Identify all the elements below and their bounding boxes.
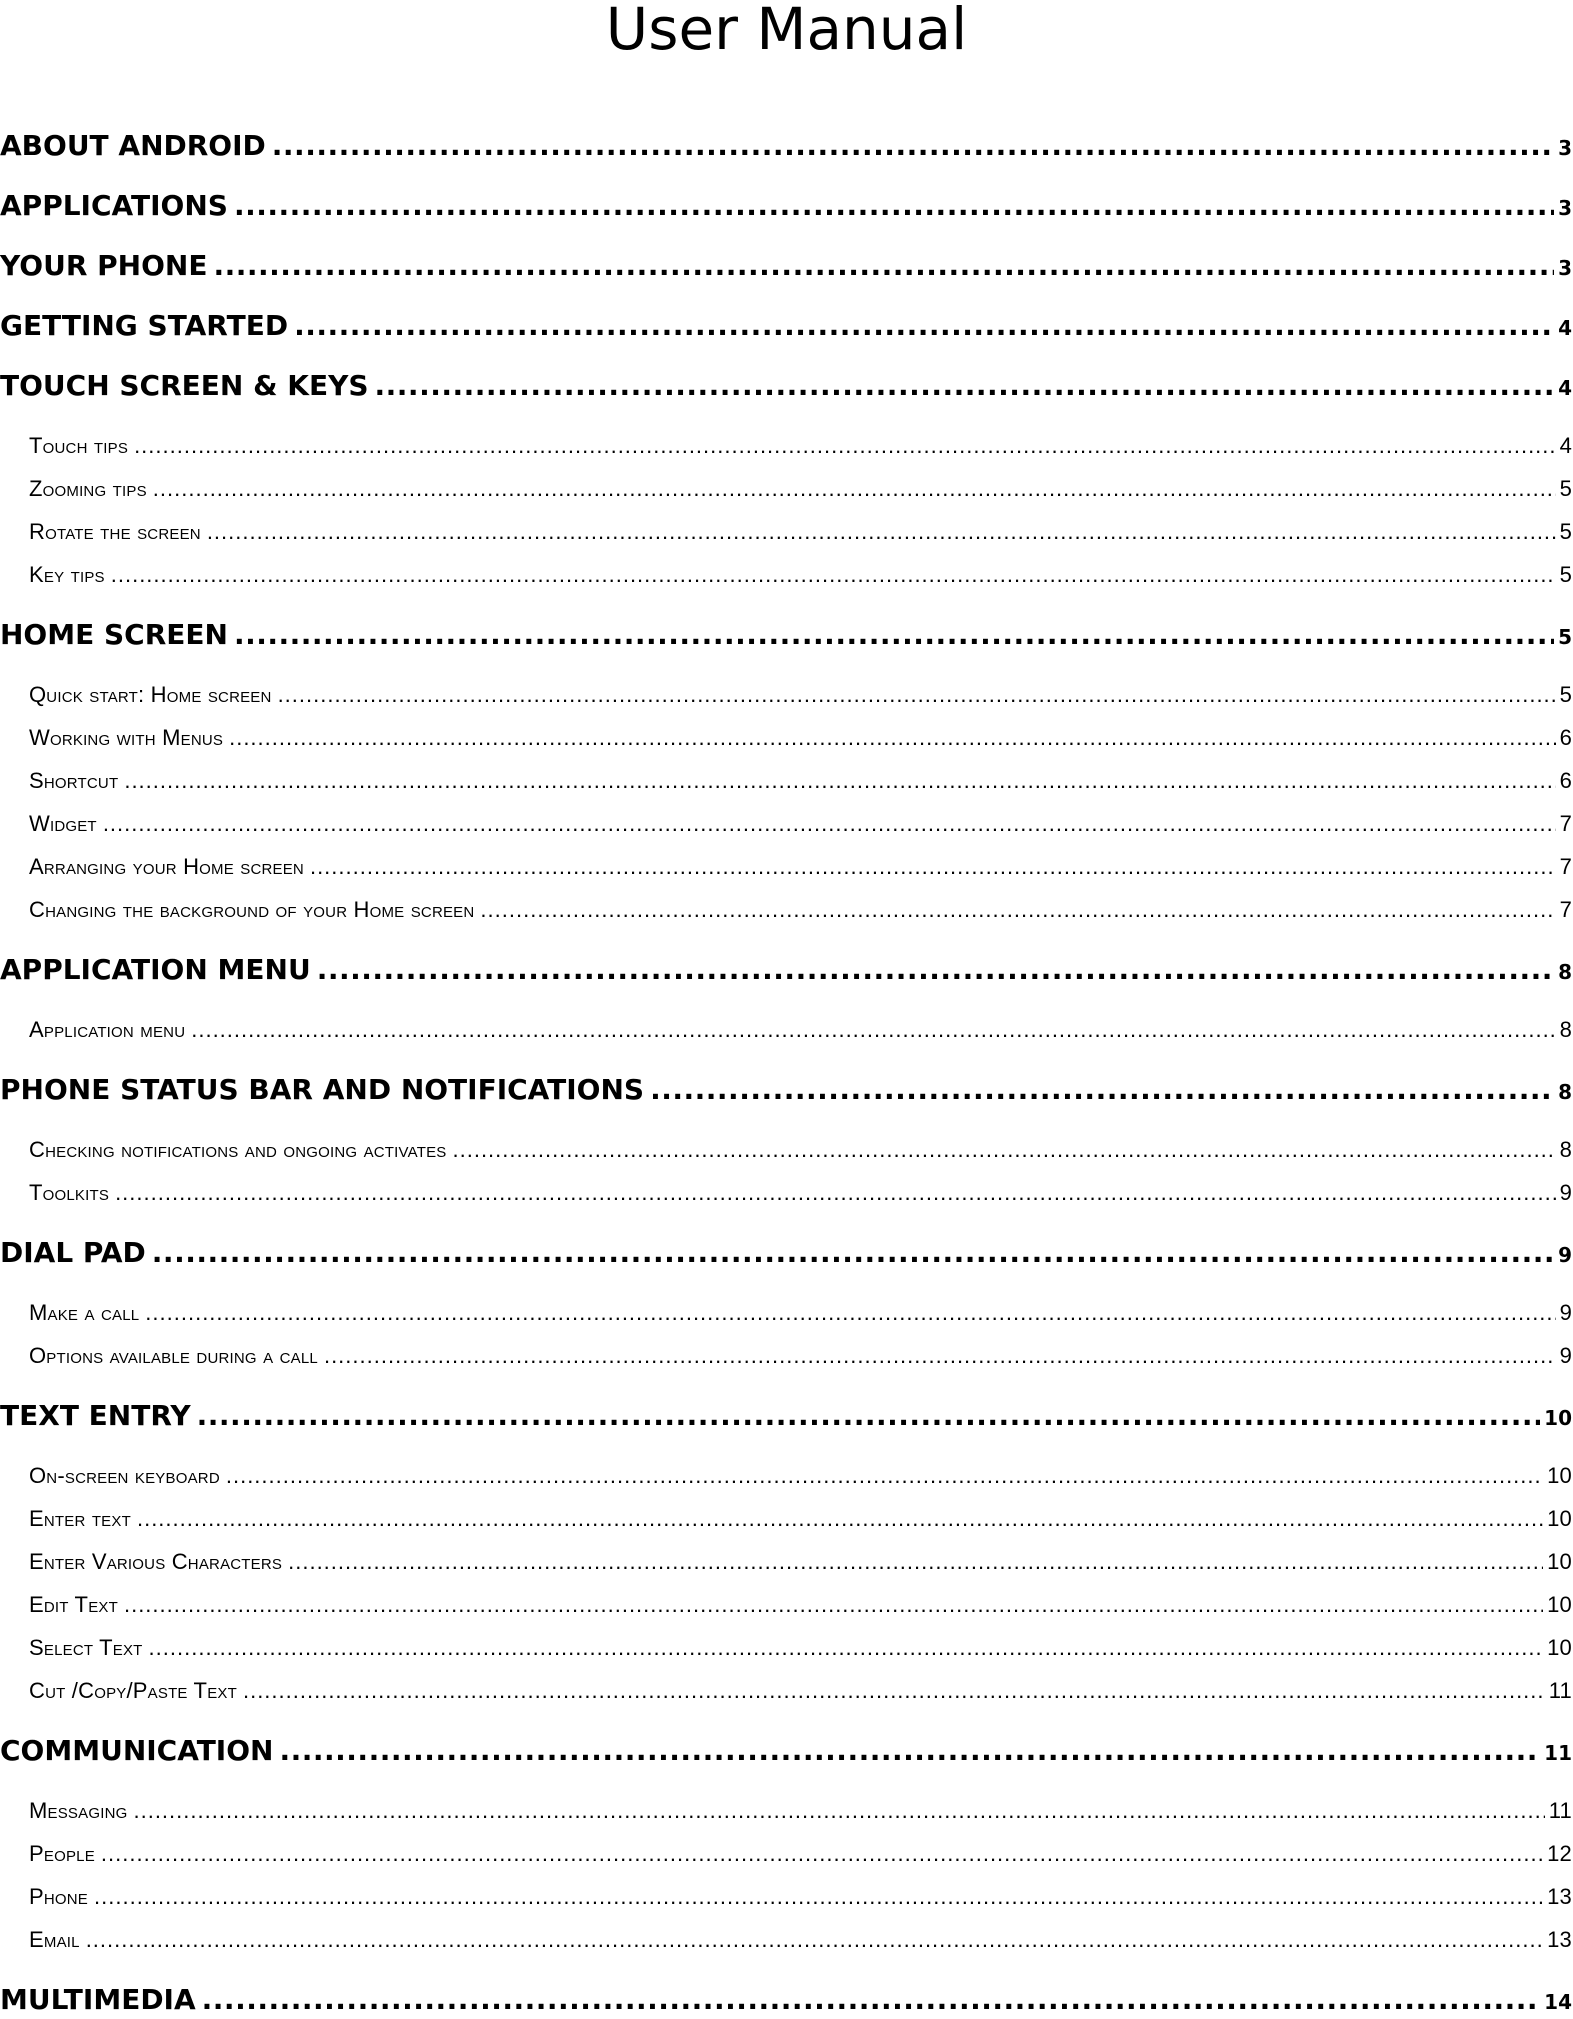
toc-dot-leader (480, 896, 1555, 924)
toc-entry-label: People (29, 1841, 95, 1866)
toc-entry-label: Enter text (29, 1506, 131, 1531)
toc-dot-leader (226, 1462, 1543, 1490)
toc-page-number: 6 (1559, 725, 1572, 750)
toc-entry-label: Phone (29, 1884, 89, 1909)
toc-dot-leader (202, 1983, 1541, 2017)
toc-entry[interactable] (29, 767, 1572, 795)
toc-page-number: 10 (1544, 1406, 1572, 1430)
toc-dot-leader (134, 432, 1556, 460)
toc-dot-leader (278, 681, 1556, 709)
toc-dot-leader (94, 1883, 1543, 1911)
toc-entry[interactable] (29, 1462, 1572, 1490)
toc-entry-label: Select Text (29, 1635, 143, 1660)
toc-page-number: 5 (1559, 476, 1572, 501)
toc-entry[interactable] (29, 724, 1572, 752)
toc-entry-label: Options available during a call (29, 1343, 318, 1368)
toc-entry[interactable] (29, 1299, 1572, 1327)
toc-entry[interactable] (0, 1734, 1572, 1770)
toc-page-number: 11 (1548, 1798, 1572, 1823)
toc-entry-label: Email (29, 1927, 80, 1952)
toc-dot-leader (124, 767, 1555, 795)
toc-page-number: 5 (1559, 562, 1572, 587)
toc-dot-leader (317, 953, 1554, 987)
toc-entry-label: Touch tips (29, 433, 129, 458)
toc-entry[interactable] (0, 369, 1572, 405)
toc-entry-label: PHONE STATUS BAR AND NOTIFICATIONS (0, 1073, 645, 1106)
toc-page-number: 11 (1544, 1741, 1572, 1765)
toc-entry[interactable] (0, 1399, 1572, 1435)
toc-page-number: 4 (1559, 433, 1572, 458)
toc-page-number: 9 (1558, 1243, 1572, 1267)
toc-page-number: 4 (1558, 376, 1572, 400)
toc-entry[interactable] (29, 1797, 1572, 1825)
toc-dot-leader (234, 189, 1554, 223)
toc-dot-leader (279, 1734, 1540, 1768)
toc-page-number: 4 (1558, 316, 1572, 340)
toc-page-number: 8 (1559, 1137, 1572, 1162)
toc-entry-label: ABOUT ANDROID (0, 129, 266, 162)
toc-entry-label: YOUR PHONE (0, 249, 208, 282)
toc-dot-leader (213, 249, 1554, 283)
toc-page-number: 5 (1559, 519, 1572, 544)
toc-entry[interactable] (0, 309, 1572, 345)
toc-page-number: 11 (1548, 1678, 1572, 1703)
toc-dot-leader (375, 369, 1555, 403)
page-title: User Manual (605, 0, 968, 63)
toc-dot-leader (153, 475, 1556, 503)
toc-entry-label: Cut /Copy/Paste Text (29, 1678, 237, 1703)
toc-page-number: 10 (1547, 1506, 1572, 1531)
toc-dot-leader (294, 309, 1554, 343)
toc-page-number: 13 (1547, 1884, 1572, 1909)
toc-dot-leader (207, 518, 1556, 546)
toc-entry[interactable] (29, 1179, 1572, 1207)
toc-dot-leader (191, 1016, 1555, 1044)
toc-dot-leader (453, 1136, 1556, 1164)
toc-page-number: 10 (1547, 1635, 1572, 1660)
toc-entry[interactable] (29, 810, 1572, 838)
toc-dot-leader (149, 1634, 1544, 1662)
toc-dot-leader (133, 1797, 1544, 1825)
toc-dot-leader (86, 1926, 1543, 1954)
toc-page-number: 10 (1547, 1592, 1572, 1617)
toc-entry[interactable] (29, 518, 1572, 546)
toc-entry-label: Quick start: Home screen (29, 682, 272, 707)
toc-entry-label: Toolkits (29, 1180, 110, 1205)
toc-entry-label: APPLICATION MENU (0, 953, 311, 986)
toc-entry-label: Widget (29, 811, 97, 836)
toc-entry-label: TOUCH SCREEN & KEYS (0, 369, 369, 402)
toc-entry[interactable] (0, 189, 1572, 225)
toc-dot-leader (111, 561, 1556, 589)
toc-entry[interactable] (29, 1342, 1572, 1370)
toc-page-number: 12 (1547, 1841, 1572, 1866)
toc-entry-label: Messaging (29, 1798, 128, 1823)
toc-entry-label: Edit Text (29, 1592, 118, 1617)
toc-dot-leader (152, 1236, 1554, 1270)
toc-entry-label: HOME SCREEN (0, 618, 228, 651)
toc-dot-leader (288, 1548, 1543, 1576)
toc-entry[interactable] (29, 853, 1572, 881)
toc-entry-label: Shortcut (29, 768, 119, 793)
toc-entry-label: On-screen keyboard (29, 1463, 220, 1488)
toc-page-number: 8 (1559, 1017, 1572, 1042)
toc-entry[interactable] (29, 1136, 1572, 1164)
toc-page-number: 3 (1558, 136, 1572, 160)
toc-page-number: 7 (1559, 897, 1572, 922)
toc-page-number: 8 (1558, 960, 1572, 984)
toc-entry[interactable] (29, 561, 1572, 589)
toc-page-number: 7 (1559, 854, 1572, 879)
toc-page-number: 13 (1547, 1927, 1572, 1952)
toc-entry-label: Application menu (29, 1017, 186, 1042)
toc-dot-leader (137, 1505, 1543, 1533)
toc-dot-leader (101, 1840, 1543, 1868)
toc-entry-label: Rotate the screen (29, 519, 201, 544)
toc-entry-label: MULTIMEDIA (0, 1983, 196, 2016)
toc-page-number: 10 (1547, 1463, 1572, 1488)
toc-entry[interactable] (0, 618, 1572, 654)
toc-dot-leader (197, 1399, 1541, 1433)
toc-entry[interactable] (0, 1236, 1572, 1272)
toc-page-number: 9 (1559, 1343, 1572, 1368)
toc-entry[interactable] (29, 1591, 1572, 1619)
toc-page-number: 14 (1544, 1990, 1572, 2014)
toc-entry[interactable] (29, 1840, 1572, 1868)
toc-page-number: 5 (1559, 682, 1572, 707)
toc-entry-label: Checking notifications and ongoing activates (29, 1137, 447, 1162)
toc-entry[interactable] (29, 1926, 1572, 1954)
toc-entry-label: DIAL PAD (0, 1236, 146, 1269)
toc-entry-label: Zooming tips (29, 476, 147, 501)
toc-dot-leader (243, 1677, 1545, 1705)
toc-dot-leader (229, 724, 1555, 752)
toc-page-number: 7 (1559, 811, 1572, 836)
toc-dot-leader (115, 1179, 1556, 1207)
toc-entry[interactable] (0, 249, 1572, 285)
toc-entry-label: Working with Menus (29, 725, 224, 750)
toc-page-number: 9 (1559, 1180, 1572, 1205)
toc-entry[interactable] (0, 953, 1572, 989)
toc-page-number: 3 (1558, 256, 1572, 280)
toc-dot-leader (310, 853, 1556, 881)
toc-entry-label: COMMUNICATION (0, 1734, 274, 1767)
toc-entry[interactable] (0, 1073, 1572, 1109)
toc-entry-label: Changing the background of your Home screen (29, 897, 475, 922)
toc-page-number: 9 (1559, 1300, 1572, 1325)
toc-page-number: 5 (1558, 625, 1572, 649)
toc-page-number: 6 (1559, 768, 1572, 793)
toc-page-number: 10 (1547, 1549, 1572, 1574)
toc-entry-label: TEXT ENTRY (0, 1399, 191, 1432)
toc-page-number: 8 (1558, 1080, 1572, 1104)
toc-entry-label: Key tips (29, 562, 105, 587)
toc-entry-label: Enter Various Characters (29, 1549, 283, 1574)
toc-dot-leader (272, 129, 1554, 163)
toc-entry-label: GETTING STARTED (0, 309, 289, 342)
toc-entry[interactable] (29, 1634, 1572, 1662)
toc-entry[interactable] (29, 432, 1572, 460)
toc-entry[interactable] (29, 1883, 1572, 1911)
toc-entry[interactable] (29, 681, 1572, 709)
toc-entry[interactable] (29, 896, 1572, 924)
toc-dot-leader (145, 1299, 1555, 1327)
toc-entry[interactable] (0, 1983, 1572, 2019)
toc-entry[interactable] (29, 475, 1572, 503)
toc-dot-leader (650, 1073, 1554, 1107)
toc-dot-leader (234, 618, 1554, 652)
toc-entry-label: Arranging your Home screen (29, 854, 304, 879)
toc-dot-leader (324, 1342, 1556, 1370)
toc-entry-label: Make a call (29, 1300, 140, 1325)
toc-dot-leader (124, 1591, 1543, 1619)
toc-dot-leader (103, 810, 1556, 838)
toc-entry[interactable] (29, 1016, 1572, 1044)
toc-entry[interactable] (29, 1548, 1572, 1576)
toc-entry[interactable] (29, 1505, 1572, 1533)
toc-page-number: 3 (1558, 196, 1572, 220)
toc-entry[interactable] (0, 129, 1572, 165)
toc-entry[interactable] (29, 1677, 1572, 1705)
toc-entry-label: APPLICATIONS (0, 189, 228, 222)
